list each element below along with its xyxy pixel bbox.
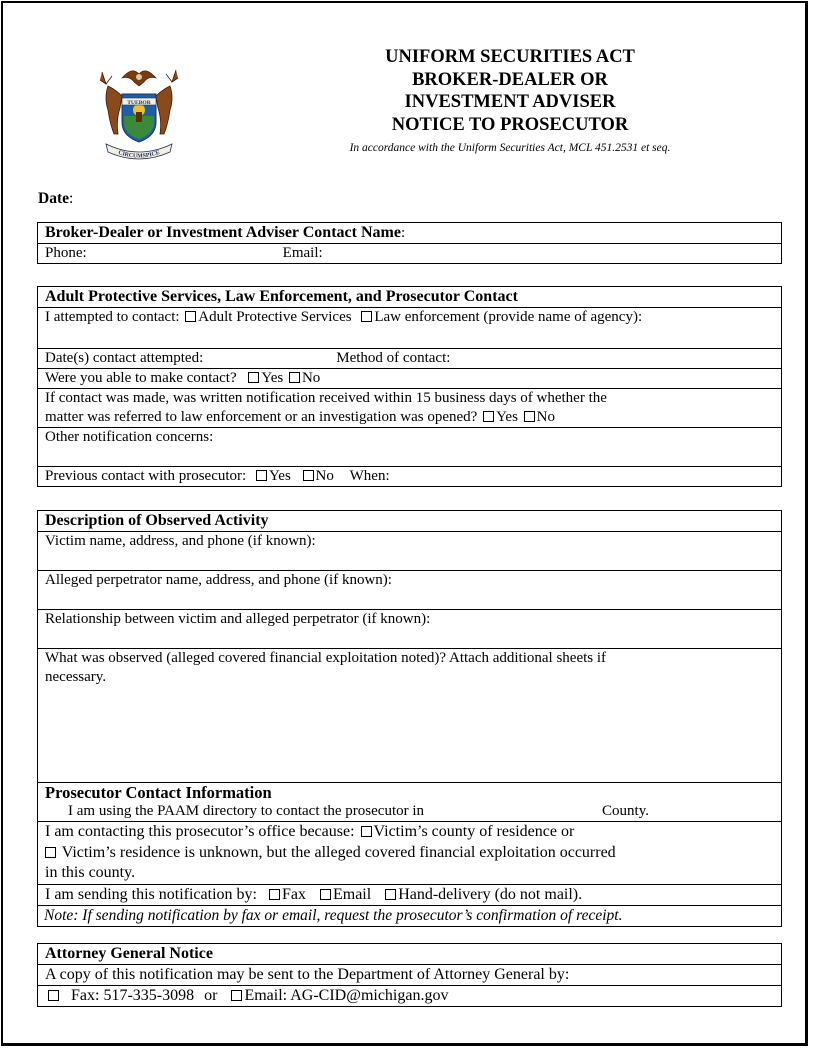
residence-unknown-line-2: in this county.: [45, 864, 136, 881]
ag-fax-checkbox[interactable]: [48, 990, 59, 1001]
seal-ring-text: CIRCUMSPICE: [117, 149, 161, 160]
previous-yes-checkbox[interactable]: [256, 470, 267, 481]
written-notification-row: [38, 389, 782, 428]
dates-method-row[interactable]: [38, 349, 782, 369]
observed-line-2: necessary.: [45, 669, 107, 685]
previous-no-checkbox[interactable]: [303, 470, 314, 481]
because-label: I am contacting this prosecutor’s office because:: [45, 823, 355, 840]
observed-line-1: What was observed (alleged covered financial exploitation noted)? Attach additional sheets if: [45, 650, 607, 666]
hand-delivery-checkbox[interactable]: [385, 889, 396, 900]
ag-copy-text: A copy of this notification may be sent to the Department of Attorney General by:: [45, 966, 570, 983]
confirmation-note: Note: If sending notification by fax or email, request the prosecutor’s confirmation of receipt.: [44, 906, 623, 924]
title-line-1: UNIFORM SECURITIES ACT: [385, 47, 635, 67]
title-line-3: INVESTMENT ADVISER: [404, 92, 616, 112]
contact-name-row[interactable]: [38, 223, 782, 244]
written-yes-checkbox[interactable]: [483, 411, 494, 422]
county-label: County.: [602, 803, 649, 819]
fax-checkbox[interactable]: [269, 889, 280, 900]
ag-email-checkbox[interactable]: [231, 990, 242, 1001]
victim-row[interactable]: [38, 532, 782, 571]
email-option-label: Email: [332, 885, 372, 903]
phone-email-row[interactable]: [38, 244, 782, 264]
residence-unknown-checkbox[interactable]: [45, 847, 56, 858]
written-no-checkbox[interactable]: [524, 411, 535, 422]
residence-unknown-line-1: Victim’s residence is unknown, but the alleged covered financial exploitation occurred: [61, 843, 616, 861]
aps-section: [37, 286, 782, 487]
previous-no-label: No: [315, 468, 334, 484]
title-line-2: BROKER-DEALER OR: [412, 69, 608, 90]
note-row: [38, 905, 782, 926]
title-line-4: NOTICE TO PROSECUTOR: [391, 114, 629, 135]
written-line-2: matter was referred to law enforcement or an investigation was opened?: [45, 409, 478, 425]
attempted-row: [38, 308, 782, 349]
date-colon: :: [69, 190, 74, 207]
able-label: Were you able to make contact?: [45, 370, 237, 386]
ag-contact-row: [38, 986, 782, 1007]
contact-heading-colon: :: [400, 225, 406, 241]
perpetrator-row[interactable]: [38, 571, 782, 610]
written-no-label: No: [536, 409, 555, 425]
previous-yes-label: Yes: [268, 468, 291, 484]
fax-option-label: Fax: [281, 885, 306, 903]
method-label: Method of contact:: [336, 350, 451, 366]
law-option-label: Law enforcement (provide name of agency):: [374, 309, 643, 325]
activity-heading: Description of Observed Activity: [45, 512, 269, 529]
prosecutor-heading: Prosecutor Contact Information: [45, 783, 272, 802]
other-concerns-label: Other notification concerns:: [45, 429, 214, 445]
written-yes-label: Yes: [496, 409, 518, 425]
dates-attempted-label: Date(s) contact attempted:: [45, 350, 204, 366]
previous-contact-row: [38, 467, 782, 487]
able-no-checkbox[interactable]: [289, 372, 300, 383]
aps-checkbox[interactable]: [185, 311, 196, 322]
victim-label: Victim name, address, and phone (if known):: [45, 533, 316, 549]
form-title-block: [300, 46, 720, 154]
michigan-seal-logo: [92, 64, 186, 166]
observed-row[interactable]: [38, 649, 782, 783]
date-label: Date: [38, 190, 69, 207]
ag-or-text: or: [204, 987, 218, 1004]
attempted-label: I attempted to contact:: [45, 309, 180, 325]
perpetrator-label: Alleged perpetrator name, address, and phone (if known):: [45, 572, 392, 588]
paam-row: [38, 783, 782, 822]
email-label: Email:: [282, 245, 323, 261]
able-no-label: No: [301, 370, 321, 386]
email-checkbox[interactable]: [320, 889, 331, 900]
written-line-1: If contact was made, was written notification received within 15 business days of whether the: [45, 390, 607, 406]
form-subtitle: In accordance with the Uniform Securities Act, MCL 451.2531 et seq.: [349, 142, 671, 154]
activity-section: [37, 510, 782, 927]
ag-fax-text: Fax: 517-335-3098: [71, 987, 195, 1004]
county-residence-checkbox[interactable]: [361, 826, 372, 837]
able-row: [38, 369, 782, 389]
when-label[interactable]: When:: [349, 468, 390, 484]
ag-section: [37, 943, 782, 1007]
seal-banner-text: TUEBOR: [127, 99, 151, 106]
sending-label: I am sending this notification by:: [45, 885, 257, 903]
ag-email-text: Email: AG-CID@michigan.gov: [244, 987, 449, 1004]
aps-heading: Adult Protective Services, Law Enforcement, and Prosecutor Contact: [45, 288, 518, 305]
relationship-row[interactable]: [38, 610, 782, 649]
hand-delivery-label: Hand-delivery (do not mail).: [398, 885, 583, 903]
paam-text: I am using the PAAM directory to contact the prosecutor in: [68, 803, 425, 819]
phone-label: Phone:: [45, 245, 87, 261]
previous-label: Previous contact with prosecutor:: [45, 468, 247, 484]
sending-row: [38, 884, 782, 905]
ag-heading: Attorney General Notice: [45, 945, 213, 962]
other-concerns-row[interactable]: [38, 428, 782, 467]
relationship-label: Relationship between victim and alleged perpetrator (if known):: [45, 611, 431, 627]
contact-heading: Broker-Dealer or Investment Adviser Contact Name: [45, 224, 401, 241]
aps-option-label: Adult Protective Services: [198, 309, 352, 325]
county-residence-label: Victim’s county of residence or: [373, 823, 575, 840]
because-row: [38, 822, 782, 885]
contact-section: [37, 222, 782, 264]
able-yes-checkbox[interactable]: [248, 372, 259, 383]
law-enforcement-checkbox[interactable]: [361, 311, 372, 322]
able-yes-label: Yes: [261, 370, 284, 386]
date-field[interactable]: [38, 190, 73, 208]
